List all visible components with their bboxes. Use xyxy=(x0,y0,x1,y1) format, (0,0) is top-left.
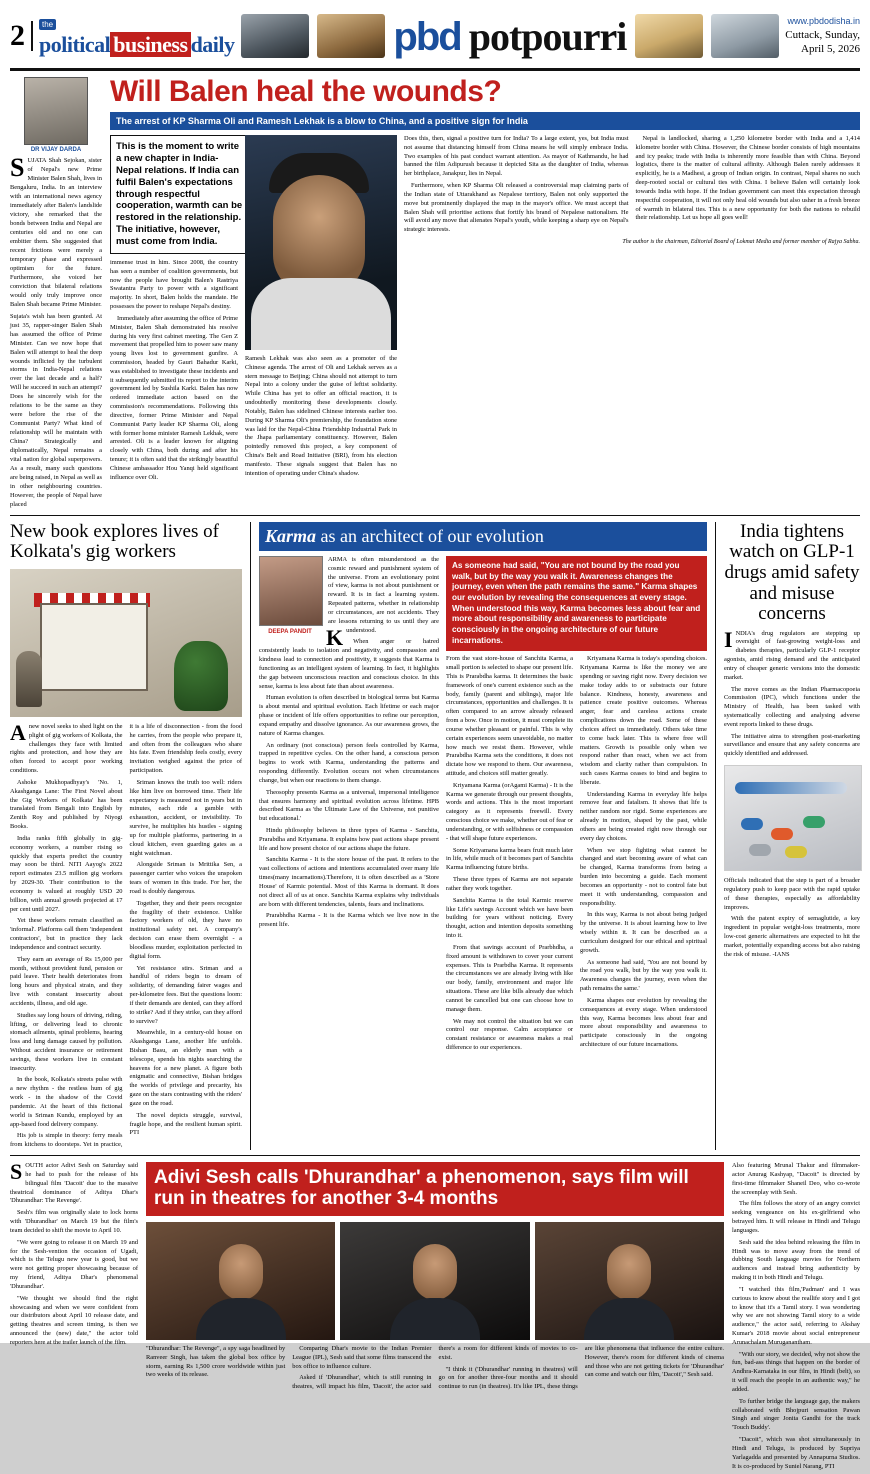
edition-place: Cuttack, Sunday, xyxy=(785,28,860,41)
lead-photo-stack xyxy=(245,135,397,486)
film-right-text: Also featuring Mrunal Thakur and filmmaker-actor Anurag Kashyap, "Dacoit" is directed by first-time filmmaker Shaneil Deo, who co-wrote the screenplay with Sesh. The film follows the story of an angry convict seeking vengeance on his ex-girlfriend who betrayed him. It will release in Hindi and Telugu languages. Sesh said the idea behind releasing the film in Hindi was to move away from the trend of dubbing South language movies for Northern audiences and instead bring authenticity by making it in both Hindi and Telugu. "I watched this film,'Padman' and I was curious to know about the reallife story and I got to know that it's a Tamil story. I was wondering why we are not showing Tamil story to a wide audience," the actor said, referring to Akshay Kumar's 2018 movie about social entrepreneur Arunachalam Muruganantham. "With our story, we decided, why not show the fun, bad-ass things that happen on the border of Andhra-Karnataka in our film, in Hindi (belt), so it will reach the people in an authentic way," he added. To further bridge the language gap, the makers collaborated with Bhojpuri sensation Pawan Singh and singer Jonita Gandhi for the track 'Touch Buddy'. "Dacoit", which was shot simultaneously in Hindi and Telugu, is produced by Supriya Yarlagadda and presented by Annapurna Studios. It is co-produced by Suniel Narang, PTI xyxy=(732,1162,860,1470)
section-pbd-logo: pbd xyxy=(393,14,461,59)
decor-image-temple xyxy=(711,14,779,58)
film-right-column xyxy=(732,1162,860,1474)
karma-quote-box: As someone had said, "You are not bound by the road you walk, but by the way you walk it. Awareness changes the journey, even when the path remains the same." Karma shapes our evolution by revealing the consequences at every stage. When understood this way, Karma becomes less about fear and more about responsibility and awareness to participate consciously in the ongoing architecture of our future incarnations. xyxy=(446,556,707,651)
glp-body-top: INDIA's drug regulators are stepping up oversight of fast-growing weight-loss and diabetes therapies, particularly GLP-1 receptor agonists, amid rising demand and the anticipated entry of cheaper generic versions into the domestic market. The move comes as the Indian Pharmacopoeia Commission (IPC), which functions under the Ministry of Health, has been tasked with systematically collecting and analysing adverse event reports linked to these drugs. The initiative aims to strengthen post-marketing surveillance and ensure that any safety concerns are quickly identified and addressed. xyxy=(724,626,860,758)
film-photo-1 xyxy=(146,1222,335,1340)
photo-pill-1 xyxy=(741,818,763,830)
film-center-text: "Dhurandhar: The Revenge", a spy saga headlined by Ranveer Singh, has taken the global box office by storm, earning Rs 1,500 crore worldwide within just two weeks of its release. Comparing Dhar's movie to the Indian Premier League (IPL), Sesh said that some films transcend the box office to influence culture. Asked if 'Dhurandhar', which is still running in theatres, will impact his film, 'Dacoit', the actor said there's a room for different kinds of movies to co-exist. "I think it ('Dhurandhar' running in theatres) will go on for another three-four months and it should continue to run (in theatres). It's like IPL, these things are like phenomena that influence the entire culture. However, there's room for different kinds of cinema and those who are not getting tickets for 'Dhurandhar' can come and watch our film, 'Dacoit'," Sesh said. xyxy=(146,1344,724,1391)
film-photo-2 xyxy=(340,1222,529,1340)
lead-body xyxy=(110,135,860,486)
logo-business: business xyxy=(110,32,190,57)
photo-body xyxy=(251,278,391,350)
photo-shoulder xyxy=(390,1298,480,1340)
karma-col-1 xyxy=(259,556,439,1054)
lead-right-columns xyxy=(404,135,860,486)
karma-author-name: DEEPA PANDIT xyxy=(268,628,312,635)
book-headline: New book explores lives of Kolkata's gig workers xyxy=(10,520,219,563)
book-para-1: Anew novel seeks to shed light on the plight of gig workers of Kolkata, the challenges they face with limited rights and protection, and how they are often forced to accept poor working conditions. xyxy=(10,720,123,775)
lead-headline: Will Balen heal the wounds? xyxy=(110,75,502,108)
publication-logo xyxy=(39,14,235,58)
photo-head xyxy=(219,1244,263,1300)
columnist-photo xyxy=(24,77,88,145)
masthead-decoration-left xyxy=(241,14,385,58)
decor-image-bike xyxy=(241,14,309,58)
photo-stall xyxy=(40,603,148,691)
dropcap-s: S xyxy=(10,153,25,183)
divider-2 xyxy=(10,1155,860,1156)
film-center-column xyxy=(146,1162,724,1474)
lead-intro-para-1: SUJATA Shah Sejokan, sister of Nepal's new Prime Minister Balen Shah, lives in Bengaluru, India. In an interview with an international news agency immediately after Balen's landslide victory, she remarked that the bonds between India and Nepal are centuries old and no one can embitter them. She suggested that recent frictions were merely a temporary phase and expressed optimism for the future. Furthermore, she voiced her conviction that bilateral relations would only truly improve once Balen Shah became Prime Minister. xyxy=(10,153,102,308)
lead-main-column xyxy=(110,77,860,510)
glp-photo xyxy=(724,765,862,871)
karma-col1-text: K ARMA is often misunderstood as the cosmic reward and punishment system of the universe. From an evolutionary point of view, karma is not about punishment or reward. It is in fact a learning system. Repeated patterns, whether in relationship or circumstances, are not accidents. They are lessons returning to us until they are understood. When anger or hatred consistently leads to isolation and negativity, and compassion and kindness lead to connection and positivity, it suggests that Karma is functioning as an intelligent system of learning. In fact, it highlights the gap between unconscious reaction and conscious choice. In this sense, karma is less about fate than about awareness. Human evolution is often described in biological terms but Karma is about mental and spiritual evolution. Each lifetime or each major phase or incident of life offers opportunities to refine our perception, expand empathy and dissolve ignorance. As our awareness grows, the nature of Karma changes. An ordinary (not conscious) person feels controlled by Karma, trapped in repetitive cycles. On the other hand, a conscious person begins to work with Karma, understanding the patterns and responding differently. Evolution occurs not when circumstances change, but when our reactions to them change. Theosophy presents Karma as a universal, impersonal intelligence that ensures harmony and spiritual evolution across lifetime. HPB described Karma as 'the Ultimate Law of the Universe, not punitive but educational.' Hindu philosophy believes in three types of Karma - Sanchita, Prarabdha and Kriyamana. It explains how past actions shape present life and how present choice of our actions shape the future. Sanchita Karma - It is the store house of the past. It refers to the vast collections of actions and intentions accumulated over many life times(many incarnations).Therefore, it is often described as a 'Store House' of Karmic potential. Most of this Karma is dormant. It does not direct all of us at once. Sanchita Karma explains why individuals are born with different tendencies, talents, fears and inclinations. Prarabhdha Karma - It is the Karma which we live now in the present life. xyxy=(259,555,439,929)
film-photo-row xyxy=(146,1222,724,1340)
glp-body-bottom: Officials indicated that the step is part of a broader regulatory push to keep pace with the rapid uptake of these therapies, especially as affordability improves. With the patent expiry of semaglutide, a key ingredient in popular weight-loss treatments, more low-cost generic alternatives are expected to hit the market, potentially expanding access but also raising the risk of misuse. -IANS xyxy=(724,877,860,958)
photo-face xyxy=(273,175,365,295)
photo-pill-3 xyxy=(803,816,825,828)
edition-date: April 5, 2026 xyxy=(801,42,860,55)
photo-plant xyxy=(174,641,228,711)
photo-injection-pen xyxy=(735,782,847,794)
dropcap-a: A xyxy=(10,720,26,745)
karma-article xyxy=(250,522,716,1150)
dropcap-s2: S xyxy=(10,1159,23,1185)
lead-editor-note: The author is the chairman, Editorial Board of Lokmat Media and former member of Rajya Sabha. xyxy=(622,239,860,246)
lead-col-34: Does this, then, signal a positive turn for India? To a large extent, yes, but India must not assume that distancing himself from China means he will simply embrace India. Two examples of his past conduct warrant attention. As mayor of Kathmandu, he had banned the film Adipurush because it depicted Sita as the daughter of India, whereas her birthplace, Janakpur, lies in Nepal. Furthermore, when KP Sharma Oli released a controversial map claiming parts of the Indian state of Uttarakhand as Nepalese territory, Balen not only supported the move but prominently displayed the map in the mayor's office. We must accept that Balen Shah will prioritise actions that fortify his brand of Nepalese nationalism. He will avoid any move that alienates Nepal's youth, while keeping a sharp eye on Nepal's strategic interests. Nepal is landlocked, sharing a 1,250 kilometre border with India and a 1,414 kilometre border with China. However, the Chinese border consists of high mountains and icy peaks; trade with India is inherently more feasible than with China. Beyond logistics, there is the matter of cultural affinity. Although Balen rarely addresses it explicitly, he is a Madhesi, a group of Indian origin. In contrast, Nepal shares no such deep-rooted social or cultural ties with China. I believe Balen will certainly look towards India with hope. If the Indian government can meet this expectation through respectful cooperation, it will not only heal old wounds but also usher in a fresh breeze of warmth in bilateral ties. This is a new opportunity for both the nations to rebuild their relationship. Let us hope all goes well! xyxy=(404,135,860,234)
dropcap-i: I xyxy=(724,626,733,652)
glp-para-1: INDIA's drug regulators are stepping up oversight of fast-growing weight-loss and diabetes therapies, particularly GLP-1 receptor agonists, amid rising demand and the anticipated entry of cheaper generic versions into the domestic market. xyxy=(724,626,860,681)
lead-photo xyxy=(245,135,397,350)
photo-idol xyxy=(16,651,42,707)
section-title: potpourri xyxy=(468,13,627,59)
film-left-column xyxy=(10,1159,138,1474)
karma-headline-rest: as an architect of our evolution xyxy=(316,525,544,546)
lead-byline-column xyxy=(10,77,102,510)
photo-pill-2 xyxy=(771,828,793,840)
mid-section xyxy=(10,522,860,1150)
logo-the: the xyxy=(39,19,56,30)
karma-headline-italic: Karma xyxy=(265,525,317,546)
masthead-meta xyxy=(785,16,860,56)
photo-head xyxy=(413,1244,457,1300)
book-article xyxy=(10,522,242,1150)
film-left-text: SOUTH actor Adivi Sesh on Saturday said he had to push for the release of his bilingual film 'Dacoit' due to the massive theatrical dominance of Aditya Dhar's 'Dhurandhar: The Revenge'. Sesh's film was originally slate to lock horns with 'Dhurandhar' on March 19 but the film's team decided to shift the movie to April 10. "We were going to release it on March 19 and for the Sesh-vention the occasion of Ugadi, which is the Telugu new year is good, but we were not getting proper showcasing because of my friend, Aditya Dhar's phenomenal 'Dhurandhar'. "We thought we should find the right showcasing and when we were confident from our distributors about April 10 release date, and getting theatres and screen timing, is then we announced the (new) date," the actor told reporters here at the trailer launch of the film. xyxy=(10,1159,138,1346)
film-article xyxy=(10,1159,860,1474)
masthead-decoration-right xyxy=(635,14,779,58)
dropcap-k: K xyxy=(326,624,344,650)
divider-1 xyxy=(10,515,860,516)
lead-col-1: immense trust in him. Since 2008, the country has seen a number of coalition governments, but now the people have brought Balen's Rastriya Swatantra Party to power with a significant majority. In short, Balen holds the mandate. He possesses the power to reshape Nepal's destiny. Immediately after assuming the office of Prime Minister, Balen Shah demonstrated his resolve during his very first cabinet meeting. The Gen Z movement that propelled him to power saw many young lives lost to government gunfire. A commission, headed by Gauri Bahadur Karki, was established to investigate these incidents and it subsequently submitted its report to the interim government led by Sushila Karki. Balen has now ordered immediate action based on the commission's recommendations. Following this directive, former Prime Minister and Nepal Communist Party leader KP Sharma Oli, along with former home minister Ramesh Lekhak, were arrested. Oli is a leader known for aligning closely with China, both during and after his tenure; it is often said that the strikingly beautiful Chinese ambassador Hou Yanqi held significant influence over Oli. xyxy=(110,258,238,481)
karma-col2-text: From the vast store-house of Sanchita Karma, a small portion is selected to shape our present life. This is Prarabdha karma. It determines the basic framework of one's current existence such as the body, family (parent and siblings), major life circumstances, opportunities and challenges. It is often compared to an arrow already released from a bow. Once in motion, it must complete its course whether pleasant or painful. This is why certain experiences seem unavoidable, no matter how much we resist them. However, while Prarabdha Karma sets the conditions, it does not dictate how we respond to them. Our awareness, attitude, and choices still matter greatly. Kriyamana Karma (orAgami Karma) - It is the Karma we generate through our present thoughts, words and actions. This is the most important category as it represents freewill. Every conscious choice we make, whether out of fear or understanding, or with selfishness or compassion - that will shape future experiences. Some Kriyamana karma bears fruit much later in life, while much of it becomes part of Sanchita Karma influencing future births. These three types of Karma are not separate rather they work together. Sanchita Karma is the total Karmic reserve like Life's savings Account which we have been building for years without noticing. Every thought, action and intention deposits something into it. From that savings account of Prarbhdha, a fixed amount is withdrawn to cover your current expenses. This is Prarbdha Karma. It represents the circumstances we are already living with like our body, family, environment and major life situations. These are like bills already due which cannot be cancelled but one can choose how to manage them. We may not control the situation but we can control our response. Calm acceptance or constant resistance or awareness makes a real difference to our experiences. Kriyamana Karma is today's spending choices. Kriyamana Karma is like the money we are spending or saving right now. Every decision we make today adds to or substracts our future balance. Kindness, honesty, awareness and patience create positive outcomes. Whereas anger, fear and careless actions create complications down the road. Some of these choices affect us immediately. Others take time to come back later. This is where free will matters. Growth is possible only when we respond rather than react, when we act from wisdom and clarity rather than compulsion. In such cases Karma ceases to bind and begins to liberate. Understanding Karma in everyday life helps remove fear and fatalism. It shows that life is neither random nor rigid. Some experiences are already in motion, shaped by the past, while others are being created right now through our every day choices. When we stop fighting what cannot be changed and start becoming aware of what can be changed, Karma transforms from being a burden into becoming a guide. Each moment becomes an opportunity - not to control fate but meet it with understanding, compassion and responsibility. In this way, Karma is not about being judged by the universe. It is about learning how to live wisely within it. It can be described as a curriculum designed for our ethical and spiritual growth. As someone had said, 'You are not bound by the road you walk, but by the way you walk it. Awareness changes the journey, even when the path remains the same.' Karma shapes our evolution by revealing the consequences at every stage. When understood this way, Karma becomes less about fear and more about responsibility and awareness to participate consciously in the ongoing architecture of our future incarnations. xyxy=(446,655,707,1051)
karma-author-photo xyxy=(259,556,323,626)
book-photo xyxy=(10,569,242,717)
photo-shoulder xyxy=(196,1298,286,1340)
karma-col-2 xyxy=(446,556,707,1054)
decor-image-monument xyxy=(317,14,385,58)
film-para-1: SOUTH actor Adivi Sesh on Saturday said he had to push for the release of his bilingual film 'Dacoit' due to the massive theatrical dominance of Aditya Dhar's 'Dhurandhar: The Revenge'. xyxy=(10,1159,138,1205)
page-number: 2 xyxy=(10,21,33,51)
logo-political: political xyxy=(39,32,111,57)
masthead xyxy=(10,8,860,71)
lead-subhead: The arrest of KP Sharma Oli and Ramesh Lekhak is a blow to China, and a positive sign for India xyxy=(110,112,860,130)
film-photo-3 xyxy=(535,1222,724,1340)
columnist-name: DR VIJAY DARDA xyxy=(30,147,82,153)
karma-top-row xyxy=(259,556,707,1054)
website-url[interactable]: www.pbdodisha.in xyxy=(787,15,860,26)
glp-article xyxy=(724,522,860,1150)
lead-pullquote: This is the moment to write a new chapter in India-Nepal relations. If India can fulfil Balen's expectations through respectful cooperation, warmth can be restored in the relationship. The initiative, however, must come from India. xyxy=(110,135,250,254)
glp-headline: India tightens watch on GLP-1 drugs amid safety and misuse concerns xyxy=(724,520,860,625)
masthead-left xyxy=(10,14,385,58)
lead-col-2: Ramesh Lekhak was also seen as a promoter of the Chinese agenda. The arrest of Oli and Lekhak serves as a stern message to Beijing; China should not attempt to turn Nepal into a colony under the guise of leftist solidarity. While China has yet to offer an official reaction, it is undoubtedly monitoring these developments closely. Notably, Balen has sidelined Chinese interests earlier too. During KP Sharma Oli's premiership, the foundation stone was laid for the Nepal-China Friendship Industrial Park in the Jhapa parliamentary constituency. However, Balen pointedly removed this project, a key component of China's Belt and Road Initiative (BRI), from his election manifesto. These signals suggest that Balen has no intention of operating under China's shadow. xyxy=(245,355,397,477)
lead-intro-para-2: Sujata's wish has been granted. At just 35, rapper-singer Balen Shah has assumed the office of Prime Minister. Can we now hope that Balen will attempt to heal the deep wounds inflicted by the turbulent storms in India-Nepal relations over the last decade and a half? Will he succeed in such an attempt? Does he sincerely wish for the relations to be the same as they were before the rise of the Communist Party? What kind of relationship will he maintain with China? Strategically and diplomatically, Nepal remains a vital nation for global superpowers. As a result, many such questions are being raised, in Nepal as well as in other neighbouring countries. However, the people of Nepal have placed xyxy=(10,312,102,508)
lead-article xyxy=(10,77,860,510)
book-body: Anew novel seeks to shed light on the plight of gig workers of Kolkata, the challenges they face with limited rights and protection, and how they are often forced to accept poor working conditions. Ashoke Mukhopadhyay's 'No. 1, Akashganga Lane: The First Novel about the Gig Workers of Kolkata' has been translated from Bengali into English by Zenith Roy and published by Niyogi Books. India ranks fifth globally in gig-economy workers, a number rising so quickly that experts predict the country may soon be third. NITI Aayog's 2022 report estimates 23.5 million gig workers by 2029-30. Their contribution to the economy is valued at roughly USD 20 billion, with annual growth projected at 17 per cent until 2027. Yet these workers remain classified as 'informal'. Platforms call them 'independent contractors', but in practice they lack independence and contract security. They earn an average of Rs 15,000 per month, without provident fund, pension or paid leave. Their health deteriorates from long hours and physical strain, and they live with constant insecurity about accidents, illness, and old age. Studies say long hours of driving, riding, lifting, or delivering lead to chronic stomach ailments, spinal problems, hearing loss and lung damage caused by pollution. Without accident insurance or retirement savings, these workers live in constant insecurity. In the book, Kolkata's streets pulse with a new rhythm - the restless hum of gig work - in the shadow of the Covid pandemic. At the heart of this fictional world is Sriman Kundu, employed by an app-based food delivery company. His job is simple in theory: ferry meals from kitchens to doorsteps. Yet in practice, it is a life of disconnection - from the food he carries, from the people who prepare it, and often from the colleagues who share his fate. Even friendship feels costly, every invitation weighed against the price of participation. Sriman knows the truth too well: riders like him live on borrowed time. Their life expectancy is measured not in years but in minutes, each ride a gamble with exhaustion, accident, or invisibility. To survive, he multiplies his hustles - signing up for multiple platforms, partnering in a cloud kitchen, even guarding gates as a night watchman. Alongside Sriman is Mrittika Sen, a passenger carrier who voices the unspoken tears of women in this trade. For her, the road is doubly dangerous. Together, they and their peers recognize the fragility of their existence. Unlike factory workers of old, they have no institutional safety net. A company's decision can erase them overnight - a bloodless murder, exploitation perfected in digital form. Yet resistance stirs. Sriman and a handful of riders begin to dream of solidarity, of demanding fairer wages and per-kilometre fees. But the questions loom: if their demands are denied, can they afford to strike? And if they strike, can they afford to survive? Meanwhile, in a century-old house on Akashganga Lane, another life unfolds. Bishan Basu, an elderly man with a telescope, spends his nights searching the heavens for a new planet. A figure both enigmatic and connective, Bishan bridges the worlds of privilege and precarity, his gaze on the stars contrasting with the riders' gaze on the road. The novel depicts struggle, survival, fragile hope, and the resilient human spirit. PTI xyxy=(10,720,242,1149)
karma-headline xyxy=(259,522,707,551)
photo-shoulder xyxy=(584,1298,674,1340)
karma-para-1: K ARMA is often misunderstood as the cosmic reward and punishment system of the universe. From an evolutionary point of view, karma is not about punishment or reward. It is in fact a learning system. Repeated patterns, whether in relationship or circumstances, are not accidents. They are lessons returning to us until they are understood. xyxy=(326,555,439,650)
photo-head xyxy=(607,1244,651,1300)
logo-daily: daily xyxy=(190,32,235,57)
decor-image-tajmahal xyxy=(635,14,703,58)
photo-pill-4 xyxy=(785,846,807,858)
film-headline: Adivi Sesh calls 'Dhurandhar' a phenomenon, says film will run in theatres for another 3-4 months xyxy=(146,1162,724,1216)
logo-wordmark xyxy=(39,32,235,58)
photo-pill-5 xyxy=(749,844,771,856)
masthead-right-block xyxy=(635,14,860,58)
section-title-block xyxy=(393,13,626,60)
lead-left-stack xyxy=(110,135,243,486)
